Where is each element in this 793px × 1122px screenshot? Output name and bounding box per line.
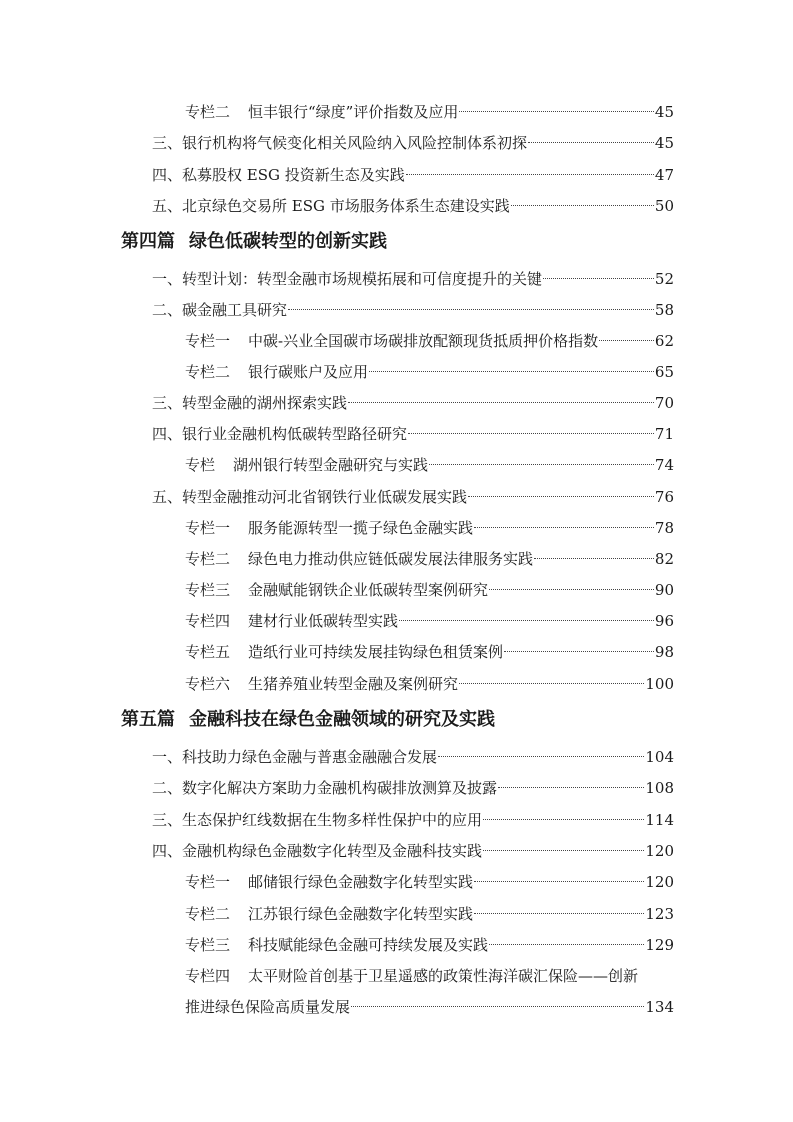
- part-label: 第四篇: [121, 231, 175, 252]
- dot-leader: [369, 371, 654, 372]
- dot-leader: [599, 340, 654, 341]
- toc-sub-entry[interactable]: [185, 579, 674, 601]
- toc-page-number: 108: [645, 779, 674, 797]
- dot-leader: [429, 464, 654, 465]
- toc-entry-label: 专栏: [185, 456, 216, 474]
- toc-sub-entry[interactable]: [185, 101, 674, 123]
- toc-entry-title-line2: 推进绿色保险高质量发展: [185, 998, 351, 1016]
- toc-entry[interactable]: [152, 777, 674, 799]
- toc-page-number: 114: [645, 811, 674, 829]
- toc-entry-title: 碳金融工具研究: [182, 301, 288, 319]
- toc-page-number: 120: [645, 873, 674, 891]
- toc-page-number: 100: [645, 675, 674, 693]
- dot-leader: [459, 683, 644, 684]
- dot-leader: [351, 1006, 644, 1007]
- dot-leader: [543, 278, 654, 279]
- dot-leader: [438, 756, 644, 757]
- toc-entry-title: 绿色电力推动供应链低碳发展法律服务实践: [248, 550, 534, 568]
- dot-leader: [504, 651, 654, 652]
- toc-entry-label: 专栏一: [185, 873, 231, 891]
- toc-entry-label: 专栏一: [185, 519, 231, 537]
- toc-entry-title: 转型金融的湖州探索实践: [182, 394, 348, 412]
- toc-sub-entry[interactable]: [185, 610, 674, 632]
- toc-sub-entry[interactable]: [185, 330, 674, 352]
- toc-entry[interactable]: [152, 840, 674, 862]
- toc-entry[interactable]: [152, 486, 674, 508]
- toc-entry-title: 北京绿色交易所 ESG 市场服务体系生态建设实践: [182, 197, 510, 215]
- dot-leader: [511, 205, 654, 206]
- toc-entry-title: 造纸行业可持续发展挂钩绿色租赁案例: [248, 643, 504, 661]
- toc-entry-wrapped-line1: [185, 965, 638, 987]
- toc-entry-title: 私募股权 ESG 投资新生态及实践: [182, 166, 405, 184]
- toc-entry-label: 三、: [152, 134, 183, 152]
- toc-entry-title: 银行业金融机构低碳转型路径研究: [182, 425, 408, 443]
- toc-entry-label: 四、: [152, 425, 183, 443]
- dot-leader: [528, 142, 654, 143]
- toc-sub-entry[interactable]: [185, 641, 674, 663]
- toc-entry-title: 建材行业低碳转型实践: [248, 612, 399, 630]
- toc-page-number: 74: [654, 456, 674, 474]
- toc-sub-entry[interactable]: [185, 934, 674, 956]
- toc-entry-label: 专栏二: [185, 550, 231, 568]
- toc-entry-title: 生态保护红线数据在生物多样性保护中的应用: [182, 811, 483, 829]
- toc-entry-label: 专栏二: [185, 363, 231, 381]
- toc-entry-label: 专栏一: [185, 332, 231, 350]
- toc-page-number: 71: [654, 425, 674, 443]
- toc-entry-title: 生猪养殖业转型金融及案例研究: [248, 675, 459, 693]
- toc-entry-title: 江苏银行绿色金融数字化转型实践: [248, 905, 474, 923]
- toc-entry-title: 湖州银行转型金融研究与实践: [233, 456, 429, 474]
- toc-page-number: 62: [654, 332, 674, 350]
- dot-leader: [483, 850, 644, 851]
- toc-entry-label: 专栏四: [185, 612, 231, 630]
- toc-entry[interactable]: [152, 423, 674, 445]
- dot-leader: [489, 944, 644, 945]
- toc-page-number: 120: [645, 842, 674, 860]
- toc-page-number: 45: [654, 134, 674, 152]
- dot-leader: [489, 589, 654, 590]
- toc-page-number: 134: [645, 998, 674, 1016]
- toc-entry-label: 一、: [152, 270, 183, 288]
- toc-entry-label: 一、: [152, 748, 183, 766]
- toc-entry-label: 专栏二: [185, 103, 231, 121]
- toc-sub-entry[interactable]: [185, 517, 674, 539]
- toc-entry-wrapped-line2: [185, 996, 674, 1018]
- dot-leader: [288, 309, 654, 310]
- dot-leader: [406, 174, 654, 175]
- toc-entry-title: 数字化解决方案助力金融机构碳排放测算及披露: [182, 779, 498, 797]
- toc-sub-entry[interactable]: [185, 903, 674, 925]
- toc-entry-label: 专栏三: [185, 581, 231, 599]
- toc-entry-label: 专栏二: [185, 905, 231, 923]
- toc-sub-entry[interactable]: [185, 361, 674, 383]
- toc-page-number: 58: [654, 301, 674, 319]
- dot-leader: [348, 402, 654, 403]
- toc-entry-title: 科技赋能绿色金融可持续发展及实践: [248, 936, 489, 954]
- toc-sub-entry[interactable]: [185, 673, 674, 695]
- toc-page-number: 52: [654, 270, 674, 288]
- toc-entry-title: 恒丰银行“绿度”评价指数及应用: [248, 103, 459, 121]
- toc-page-number: 70: [654, 394, 674, 412]
- toc-entry[interactable]: [152, 195, 674, 217]
- toc-entry-title: 银行机构将气候变化相关风险纳入风险控制体系初探: [182, 134, 528, 152]
- toc-entry-label: 四、: [152, 842, 183, 860]
- toc-sub-entry[interactable]: [185, 548, 674, 570]
- toc-page-number: 96: [654, 612, 674, 630]
- dot-leader: [474, 527, 654, 528]
- part-title: 绿色低碳转型的创新实践: [189, 231, 387, 252]
- toc-entry-label: 五、: [152, 488, 183, 506]
- toc-entry[interactable]: [152, 392, 674, 414]
- toc-entry-title: 中碳-兴业全国碳市场碳排放配额现货抵质押价格指数: [248, 332, 599, 350]
- toc-page-number: 76: [654, 488, 674, 506]
- toc-entry-title-line1: 太平财险首创基于卫星遥感的政策性海洋碳汇保险——创新: [248, 967, 639, 985]
- toc-entry-title: 银行碳账户及应用: [248, 363, 369, 381]
- toc-page-number: 78: [654, 519, 674, 537]
- toc-page-number: 90: [654, 581, 674, 599]
- part-label: 第五篇: [121, 709, 175, 730]
- toc-entry[interactable]: [152, 268, 674, 290]
- toc-sub-entry[interactable]: [185, 871, 674, 893]
- toc-entry-label: 三、: [152, 811, 183, 829]
- toc-entry-label: 专栏四: [185, 967, 231, 985]
- part-title: 金融科技在绿色金融领域的研究及实践: [189, 709, 495, 730]
- toc-entry-title: 科技助力绿色金融与普惠金融融合发展: [182, 748, 438, 766]
- toc-entry[interactable]: [152, 164, 674, 186]
- toc-entry[interactable]: [152, 299, 674, 321]
- part-heading: [121, 229, 387, 255]
- toc-entry-label: 专栏五: [185, 643, 231, 661]
- dot-leader: [474, 913, 644, 914]
- dot-leader: [474, 881, 644, 882]
- toc-entry-title: 邮储银行绿色金融数字化转型实践: [248, 873, 474, 891]
- toc-entry-label: 三、: [152, 394, 183, 412]
- dot-leader: [399, 620, 654, 621]
- toc-page-number: 50: [654, 197, 674, 215]
- toc-entry-label: 专栏六: [185, 675, 231, 693]
- toc-entry-label: 五、: [152, 197, 183, 215]
- toc-entry-title: 金融机构绿色金融数字化转型及金融科技实践: [182, 842, 483, 860]
- toc-page-number: 104: [645, 748, 674, 766]
- dot-leader: [534, 558, 654, 559]
- toc-entry-label: 四、: [152, 166, 183, 184]
- toc-page-number: 123: [645, 905, 674, 923]
- toc-entry-label: 专栏三: [185, 936, 231, 954]
- dot-leader: [468, 496, 654, 497]
- toc-page-number: 129: [645, 936, 674, 954]
- dot-leader: [408, 433, 654, 434]
- toc-entry-title: 转型金融推动河北省钢铁行业低碳发展实践: [182, 488, 468, 506]
- toc-entry[interactable]: [152, 132, 674, 154]
- toc-page-number: 47: [654, 166, 674, 184]
- toc-page-number: 65: [654, 363, 674, 381]
- dot-leader: [498, 787, 644, 788]
- toc-entry[interactable]: [152, 809, 674, 831]
- toc-page-number: 45: [654, 103, 674, 121]
- toc-sub-entry[interactable]: [185, 454, 674, 476]
- part-heading: [121, 707, 495, 733]
- toc-entry-label: 二、: [152, 779, 183, 797]
- toc-page-number: 82: [654, 550, 674, 568]
- toc-entry[interactable]: [152, 746, 674, 768]
- dot-leader: [459, 111, 654, 112]
- dot-leader: [483, 819, 644, 820]
- toc-entry-title: 转型计划：转型金融市场规模拓展和可信度提升的关键: [182, 270, 543, 288]
- toc-page-number: 98: [654, 643, 674, 661]
- toc-entry-label: 二、: [152, 301, 183, 319]
- toc-entry-title: 服务能源转型一揽子绿色金融实践: [248, 519, 474, 537]
- toc-entry-title: 金融赋能钢铁企业低碳转型案例研究: [248, 581, 489, 599]
